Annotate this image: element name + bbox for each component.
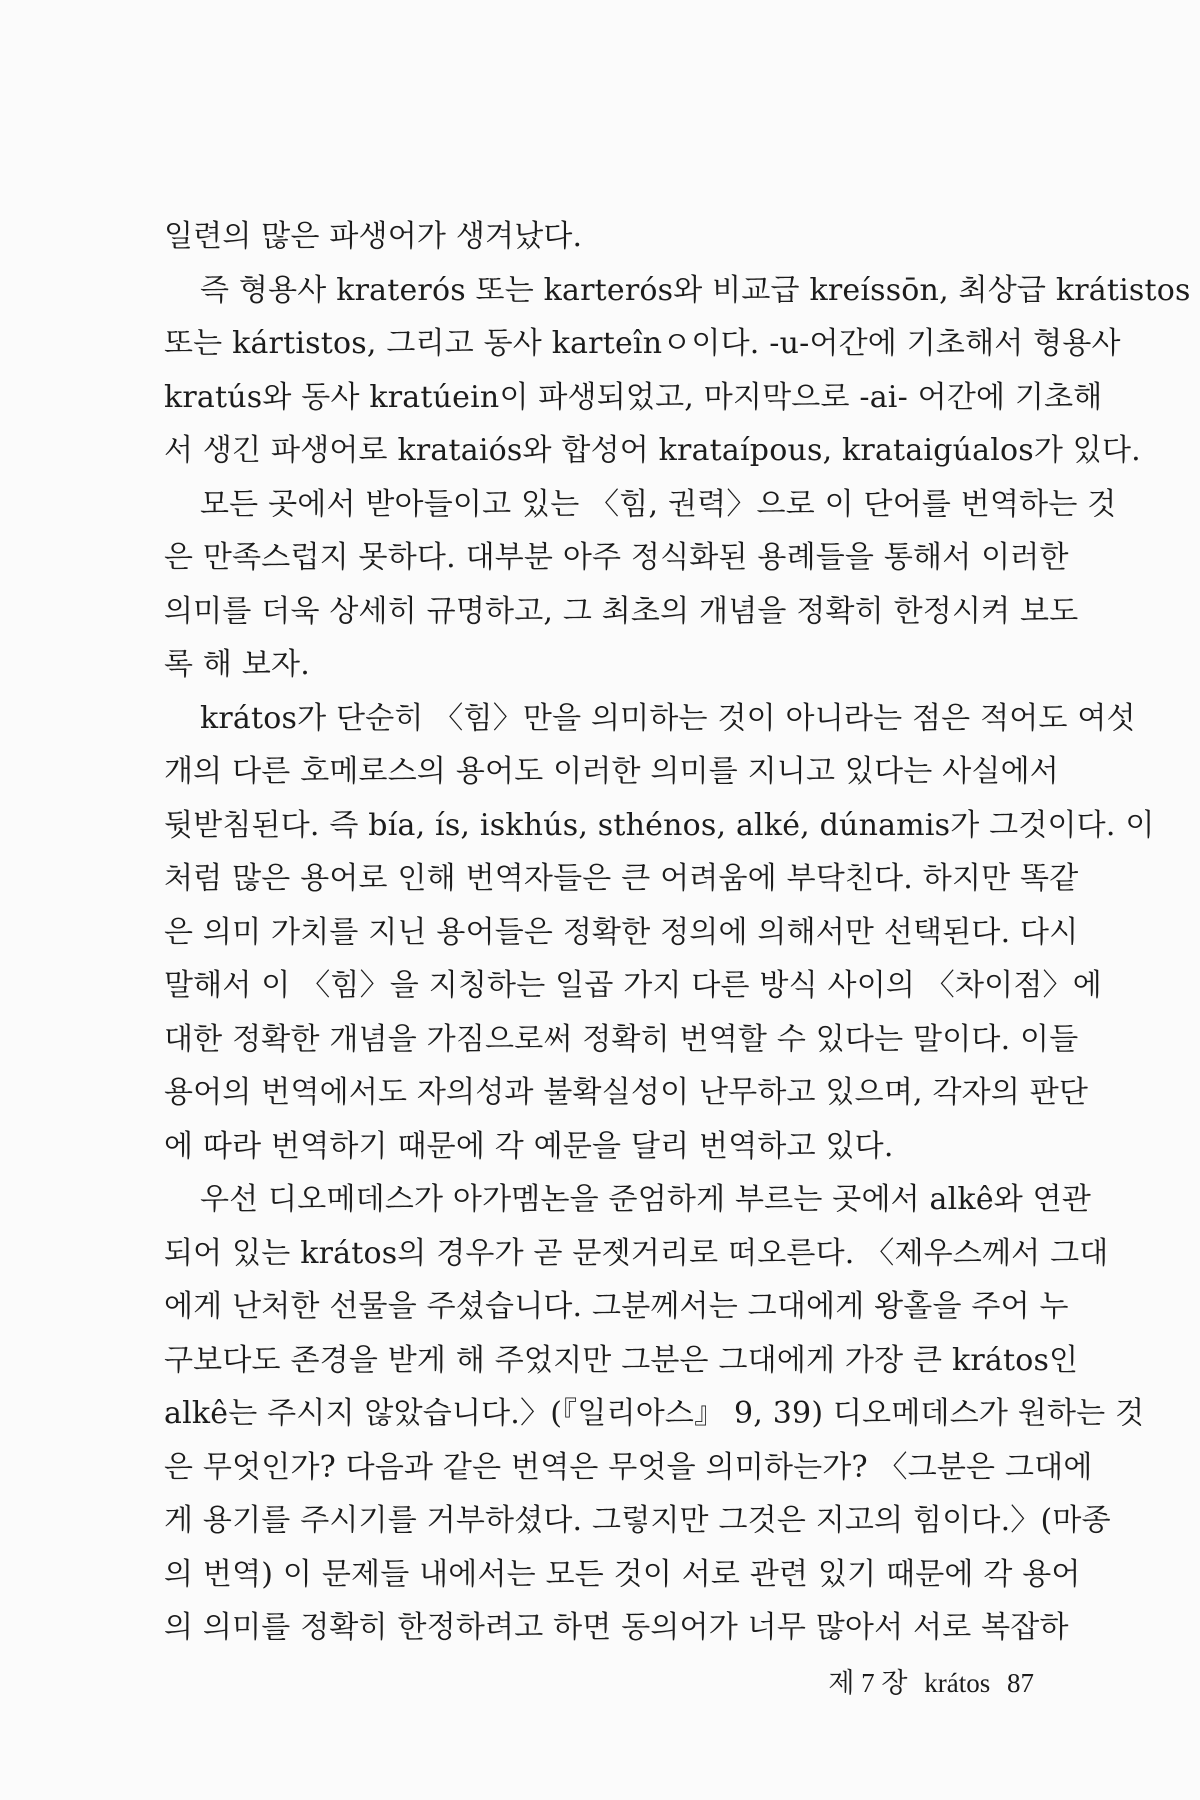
text-line: 의미를 더욱 상세히 규명하고, 그 최초의 개념을 정확히 한정시켜 보도 <box>164 593 1079 629</box>
text-line: krátos가 단순히 〈힘〉만을 의미하는 것이 아니라는 점은 적어도 여섯 <box>200 700 1136 736</box>
text-line: 은 무엇인가? 다음과 같은 번역은 무엇을 의미하는가? 〈그분은 그대에 <box>164 1449 1093 1485</box>
text-line: 뒷받침된다. 즉 bía, ís, iskhús, sthénos, alké, dúnamis가 그것이다. 이 <box>164 807 1155 843</box>
footer-title: krátos <box>924 1668 991 1698</box>
text-line: 대한 정확한 개념을 가짐으로써 정확히 번역할 수 있다는 말이다. 이들 <box>164 1021 1079 1057</box>
text-line: 말해서 이 〈힘〉을 지칭하는 일곱 가지 다른 방식 사이의 〈차이점〉에 <box>164 968 1102 1003</box>
text-line: 은 의미 가치를 지닌 용어들은 정확한 정의에 의해서만 선택된다. 다시 <box>164 914 1079 950</box>
page-number: 87 <box>1007 1668 1034 1698</box>
text-line: 구보다도 존경을 받게 해 주었지만 그분은 그대에게 가장 큰 krátos인 <box>164 1342 1079 1378</box>
text-line: 용어의 번역에서도 자의성과 불확실성이 난무하고 있으며, 각자의 판단 <box>164 1075 1089 1110</box>
text-line: 의 의미를 정확히 한정하려고 하면 동의어가 너무 많아서 서로 복잡하 <box>164 1610 1069 1645</box>
body-text <box>164 210 1191 1655</box>
text-line: 개의 다른 호메로스의 용어도 이러한 의미를 지니고 있다는 사실에서 <box>164 754 1059 789</box>
text-line: 은 만족스럽지 못하다. 대부분 아주 정식화된 용례들을 통해서 이러한 <box>164 540 1069 575</box>
text-line: 일련의 많은 파생어가 생겨났다. <box>164 219 583 254</box>
text-line: 록 해 보자. <box>164 647 310 682</box>
text-line: 의 번역) 이 문제들 내에서는 모든 것이 서로 관련 있기 때문에 각 용어 <box>164 1556 1081 1592</box>
running-footer <box>828 1663 1034 1703</box>
text-line: 또는 kártistos, 그리고 동사 karteînㅇ이다. -u-어간에 기초해서 형용사 <box>164 326 1121 361</box>
text-line: kratús와 동사 kratúein이 파생되었고, 마지막으로 -ai- 어간에 기초해 <box>164 379 1103 415</box>
text-line: 모든 곳에서 받아들이고 있는 〈힘, 권력〉으로 이 단어를 번역하는 것 <box>200 486 1117 522</box>
text-line: 게 용기를 주시기를 거부하셨다. 그렇지만 그것은 지고의 힘이다.〉(마종 <box>164 1503 1111 1538</box>
text-line: 처럼 많은 용어로 인해 번역자들은 큰 어려움에 부닥친다. 하지만 똑같 <box>164 861 1079 896</box>
footer-chapter: 제 7 장 <box>828 1668 908 1698</box>
text-line: 되어 있는 krátos의 경우가 곧 문젯거리로 떠오른다. 〈제우스께서 그대 <box>164 1235 1109 1271</box>
text-line: 우선 디오메데스가 아가멤논을 준엄하게 부르는 곳에서 alkê와 연관 <box>200 1182 1092 1217</box>
text-line: 서 생긴 파생어로 krataiós와 합성어 krataípous, krataigúalos가 있다. <box>164 433 1141 468</box>
text-line: 에게 난처한 선물을 주셨습니다. 그분께서는 그대에게 왕홀을 주어 누 <box>164 1289 1069 1324</box>
text-line: alkê는 주시지 않았습니다.〉(『일리아스』 9, 39) 디오메데스가 원하는 것 <box>164 1396 1145 1431</box>
text-line: 에 따라 번역하기 때문에 각 예문을 달리 번역하고 있다. <box>164 1128 894 1164</box>
text-line: 즉 형용사 kraterós 또는 karterós와 비교급 kreíssōn, 최상급 krátistos <box>200 272 1191 308</box>
